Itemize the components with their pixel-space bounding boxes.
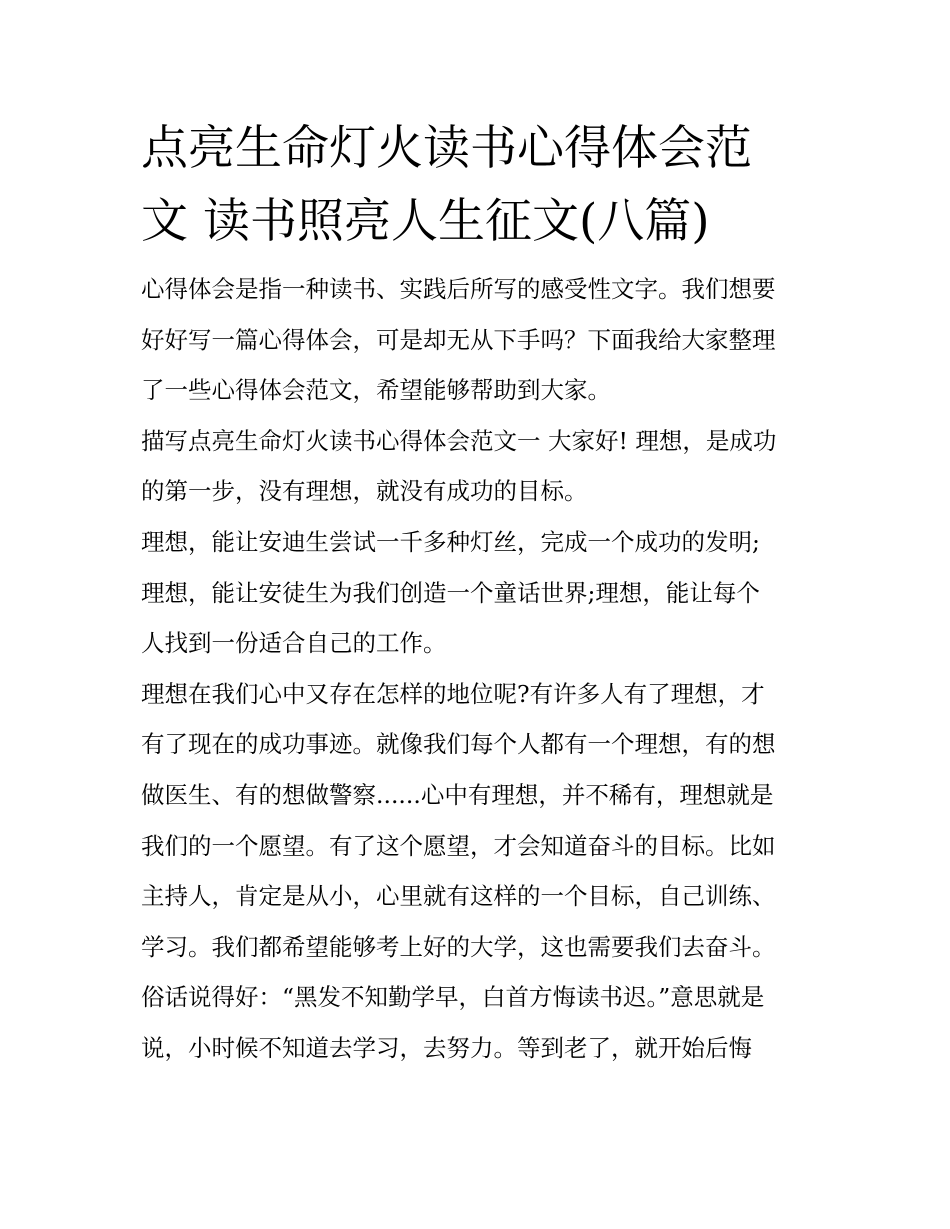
- title-line: 点亮生命灯火读书心得体会范: [141, 121, 752, 176]
- body-line: 好好写一篇心得体会，可是却无从下手吗？下面我给大家整理: [141, 325, 776, 354]
- document-content: [141, 112, 811, 1074]
- body-line: 理想，能让安迪生尝试一千多种灯丝，完成一个成功的发明;: [141, 527, 760, 556]
- body-line: 描写点亮生命灯火读书心得体会范文一 大家好! 理想，是成功: [141, 426, 777, 455]
- body-line: 俗话说得好：“黑发不知勤学早，白首方悔读书迟。”意思就是: [141, 983, 765, 1012]
- body-line: 了一些心得体会范文，希望能够帮助到大家。: [141, 376, 611, 405]
- document-title: [141, 112, 811, 258]
- body-line: 学习。我们都希望能够考上好的大学，这也需要我们去奋斗。: [141, 932, 776, 961]
- body-line: 说，小时候不知道去学习，去努力。等到老了，就开始后悔: [141, 1033, 752, 1062]
- body-line: 理想，能让安徒生为我们创造一个童话世界;理想，能让每个: [141, 578, 760, 607]
- document-body: [141, 264, 811, 1074]
- body-line: 理想在我们心中又存在怎样的地位呢?有许多人有了理想，才: [141, 679, 765, 708]
- body-line: 人找到一份适合自己的工作。: [141, 629, 447, 658]
- body-line: 做医生、有的想做警察......心中有理想，并不稀有，理想就是: [141, 780, 774, 809]
- body-line: 主持人，肯定是从小，心里就有这样的一个目标，自己训练、: [141, 882, 776, 911]
- body-line: 心得体会是指一种读书、实践后所写的感受性文字。我们想要: [141, 275, 776, 303]
- body-line: 的第一步，没有理想，就没有成功的目标。: [141, 477, 588, 506]
- body-line: 有了现在的成功事迹。就像我们每个人都有一个理想，有的想: [141, 730, 776, 759]
- body-line: 我们的一个愿望。有了这个愿望，才会知道奋斗的目标。比如: [141, 831, 776, 860]
- title-line: 文 读书照亮人生征文(八篇): [141, 194, 710, 249]
